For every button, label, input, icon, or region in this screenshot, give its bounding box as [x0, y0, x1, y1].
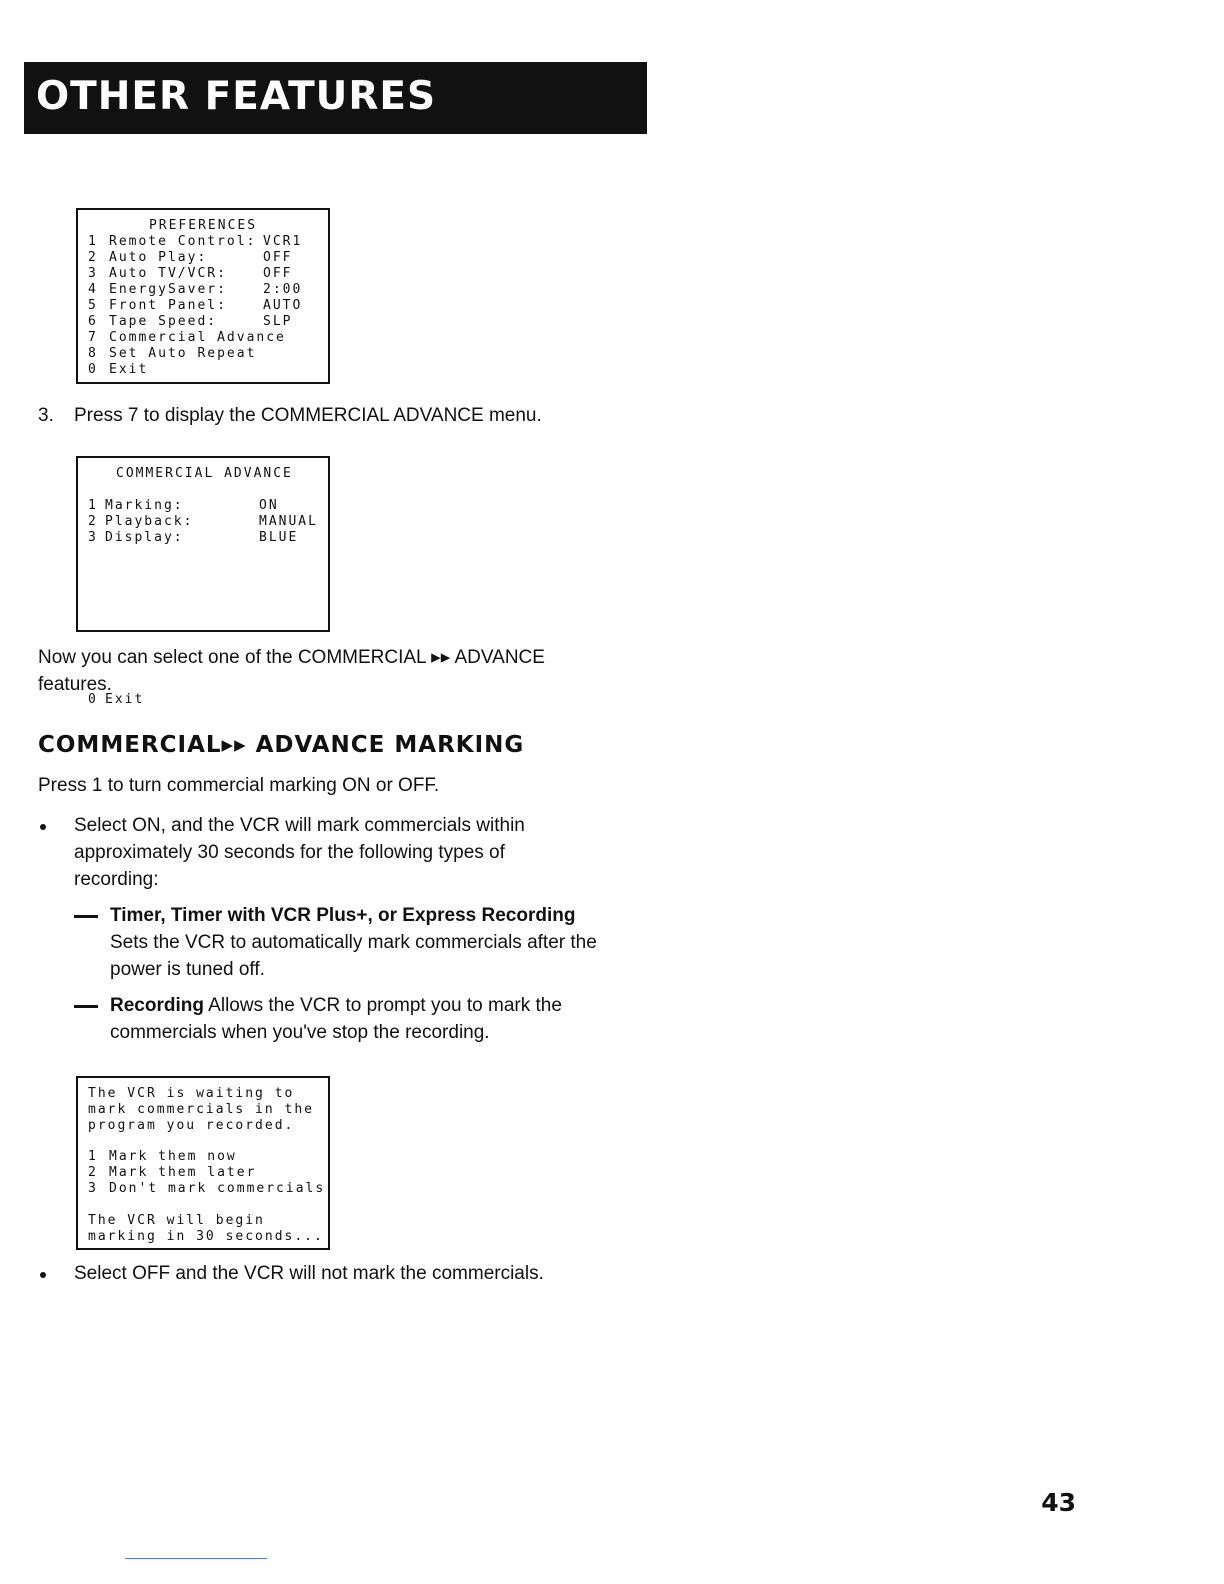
menu-item: 2 Playback: MANUAL: [88, 514, 318, 529]
menu-item: 1 Remote Control: VCR1: [88, 234, 303, 249]
menu-item: 4 EnergySaver: 2:00: [88, 282, 303, 297]
option-item: 2 Mark them later: [88, 1165, 257, 1180]
footer-rule: [125, 1558, 267, 1559]
bullet-select-on: Select ON, and the VCR will mark commercials within approximately 30 seconds for the following types of recording:: [74, 815, 525, 890]
step-number: 3.: [38, 405, 54, 426]
bullet-icon: [40, 1272, 46, 1278]
bullet-icon: [40, 824, 46, 830]
preferences-screen: [76, 208, 330, 384]
press-instruction: Press 1 to turn commercial marking ON or OFF.: [38, 775, 440, 796]
page-title: OTHER FEATURES: [36, 74, 437, 119]
intro-paragraph: Now you can select one of the COMMERCIAL ▸▸ ADVANCE features.: [38, 647, 545, 695]
sub-item-timer: Timer, Timer with VCR Plus+, or Express Recording Sets the VCR to automatically mark commercials after the power is tuned off.: [110, 905, 597, 980]
bullet-select-off: Select OFF and the VCR will not mark the commercials.: [74, 1263, 544, 1284]
menu-item: 8 Set Auto Repeat: [88, 346, 257, 361]
section-heading: COMMERCIAL▸▸ ADVANCE MARKING: [38, 732, 525, 758]
menu-item: 7 Commercial Advance: [88, 330, 286, 345]
menu-item: 0 Exit: [88, 362, 149, 377]
menu-item: 5 Front Panel: AUTO: [88, 298, 303, 313]
menu-item: 6 Tape Speed: SLP: [88, 314, 293, 329]
menu-item-exit: 0 Exit: [88, 692, 145, 707]
step-text: Press 7 to display the COMMERCIAL ADVANCE menu.: [74, 405, 542, 426]
dash-icon: [74, 1005, 98, 1008]
menu-item: 3 Display: BLUE: [88, 530, 299, 545]
option-item: 3 Don't mark commercials: [88, 1181, 326, 1196]
sub-item-recording: Recording Allows the VCR to prompt you to mark the commercials when you've stop the recording.: [110, 995, 562, 1043]
menu-item: 2 Auto Play: OFF: [88, 250, 293, 265]
menu-item: 3 Auto TV/VCR: OFF: [88, 266, 293, 281]
header-bar: [24, 62, 647, 134]
menu-item: 1 Marking: ON: [88, 498, 279, 513]
mark-commercials-screen: The VCR is waiting to mark commercials in the program you recorded. 1 Mark them now 2 Mark them later 3 Don't mark commercials The VCR will begin marking in 30 seconds...: [76, 1076, 330, 1250]
option-item: 1 Mark them now: [88, 1149, 237, 1164]
preferences-title: PREFERENCES: [148, 218, 258, 233]
page-number: 43: [1041, 1488, 1076, 1517]
commercial-advance-title: COMMERCIAL ADVANCE: [116, 466, 293, 481]
dash-icon: [74, 915, 98, 918]
